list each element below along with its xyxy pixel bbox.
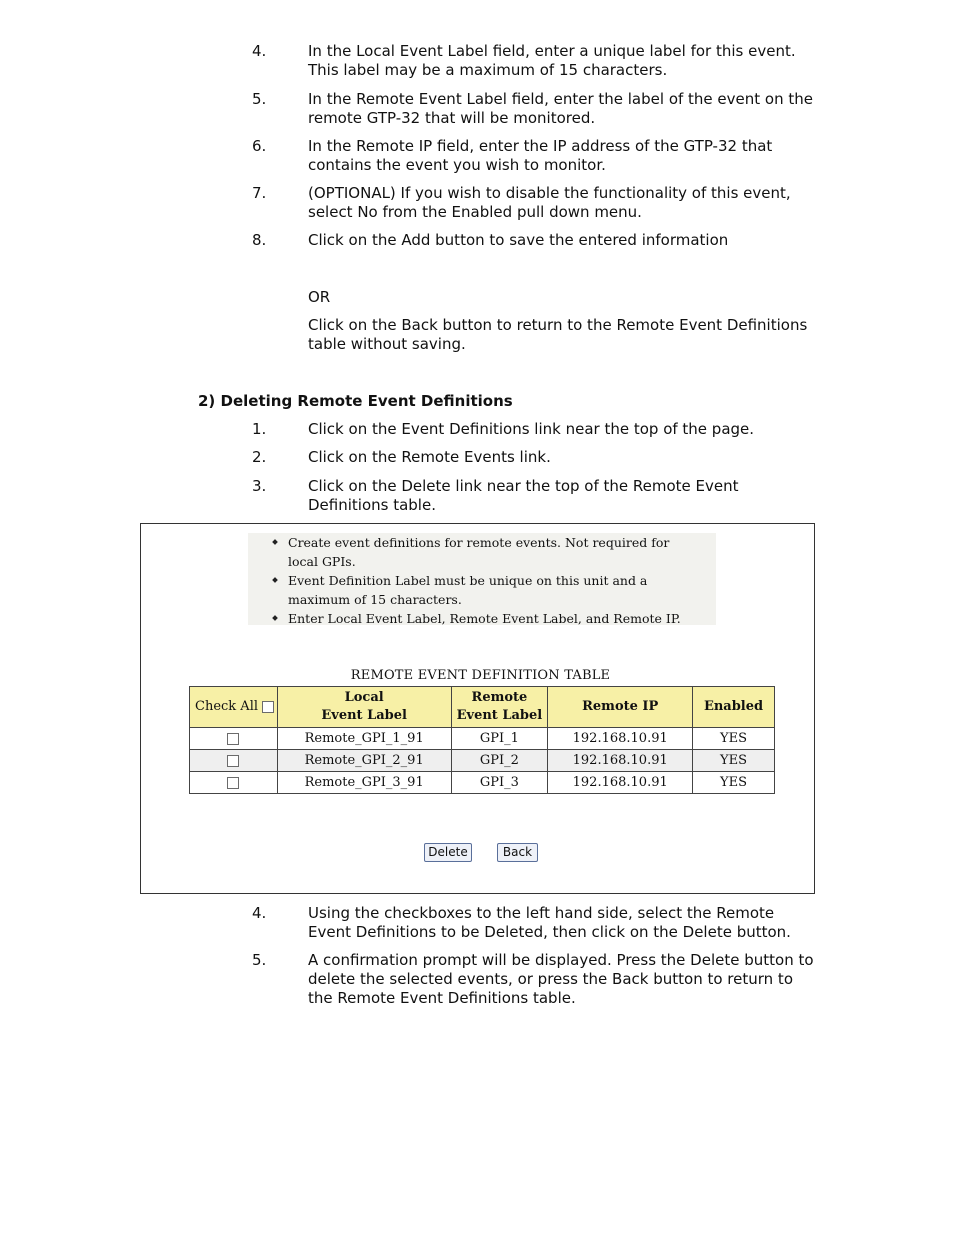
step-number: 7. — [252, 184, 267, 202]
note-item: Event Definition Label must be unique on this unit and a maximum of 15 characters. — [288, 571, 716, 609]
step-number: 8. — [252, 231, 267, 249]
check-all-label: Check All — [195, 699, 259, 714]
step-number: 2. — [252, 448, 267, 466]
remote-ip-cell: 192.168.10.91 — [548, 772, 693, 794]
local-label-cell: Remote_GPI_1_91 — [277, 728, 451, 750]
step-text: (OPTIONAL) If you wish to disable the functionality of this event, select No from the Enabled pull down menu. — [308, 184, 791, 221]
row-checkbox[interactable] — [227, 733, 239, 745]
check-all-checkbox[interactable] — [262, 701, 274, 713]
enabled-header: Enabled — [693, 687, 775, 728]
enabled-cell: YES — [693, 750, 775, 772]
row-select-cell — [190, 750, 278, 772]
table-row — [190, 728, 775, 750]
table-row — [190, 750, 775, 772]
header-line: Event Label — [321, 708, 407, 723]
row-select-cell — [190, 728, 278, 750]
local-label-cell: Remote_GPI_3_91 — [277, 772, 451, 794]
header-line: Remote — [471, 690, 528, 705]
remote-label-cell: GPI_3 — [451, 772, 548, 794]
delete-button[interactable]: Delete — [424, 843, 472, 862]
remote-ip-cell: 192.168.10.91 — [548, 728, 693, 750]
enabled-cell: YES — [693, 728, 775, 750]
remote-event-definition-table — [189, 686, 775, 794]
step-text: Using the checkboxes to the left hand side, select the Remote Event Definitions to be Deleted, then click on the Delete button. — [308, 904, 791, 941]
section-heading: 2) Deleting Remote Event Definitions — [198, 392, 513, 410]
step-text: Click on the Remote Events link. — [308, 448, 551, 466]
table-row — [190, 772, 775, 794]
step-text: In the Local Event Label field, enter a unique label for this event. This label may be a maximum of 15 characters. — [308, 42, 796, 79]
remote-event-label-header — [451, 687, 548, 728]
or-text: OR — [308, 288, 331, 306]
step-text: Click on the Event Definitions link near the top of the page. — [308, 420, 755, 438]
table-header-row — [190, 687, 775, 728]
note-item: Create event definitions for remote events. Not required for local GPIs. — [288, 533, 716, 571]
enabled-cell: YES — [693, 772, 775, 794]
local-event-label-header — [277, 687, 451, 728]
step-text: In the Remote IP field, enter the IP address of the GTP-32 that contains the event you wish to monitor. — [308, 137, 773, 174]
step-text: Click on the Delete link near the top of the Remote Event Definitions table. — [308, 477, 739, 514]
check-all-header — [190, 687, 278, 728]
step-number: 4. — [252, 904, 267, 922]
header-line: Local — [344, 690, 384, 705]
step-number: 5. — [252, 951, 267, 969]
step-text: In the Remote Event Label field, enter the label of the event on the remote GTP-32 that will be monitored. — [308, 90, 813, 127]
table-title: REMOTE EVENT DEFINITION TABLE — [350, 668, 611, 683]
note-item: Enter Local Event Label, Remote Event Label, and Remote IP. — [288, 609, 716, 628]
back-button[interactable]: Back — [497, 843, 538, 862]
step-number: 4. — [252, 42, 267, 60]
row-select-cell — [190, 772, 278, 794]
step-number: 3. — [252, 477, 267, 495]
instructions-panel — [248, 533, 716, 625]
remote-event-table-screenshot — [140, 523, 815, 894]
step-text: Click on the Add button to save the entered information — [308, 231, 729, 249]
remote-ip-header: Remote IP — [548, 687, 693, 728]
local-label-cell: Remote_GPI_2_91 — [277, 750, 451, 772]
step-number: 6. — [252, 137, 267, 155]
row-checkbox[interactable] — [227, 777, 239, 789]
back-instruction: Click on the Back button to return to the Remote Event Definitions table without saving. — [308, 316, 808, 353]
remote-label-cell: GPI_1 — [451, 728, 548, 750]
remote-label-cell: GPI_2 — [451, 750, 548, 772]
row-checkbox[interactable] — [227, 755, 239, 767]
remote-ip-cell: 192.168.10.91 — [548, 750, 693, 772]
header-line: Event Label — [456, 708, 543, 723]
step-number: 5. — [252, 90, 267, 108]
step-number: 1. — [252, 420, 267, 438]
step-text: A confirmation prompt will be displayed. Press the Delete button to delete the selected events, or press the Back button to return to the Remote Event Definitions table. — [308, 951, 814, 1007]
